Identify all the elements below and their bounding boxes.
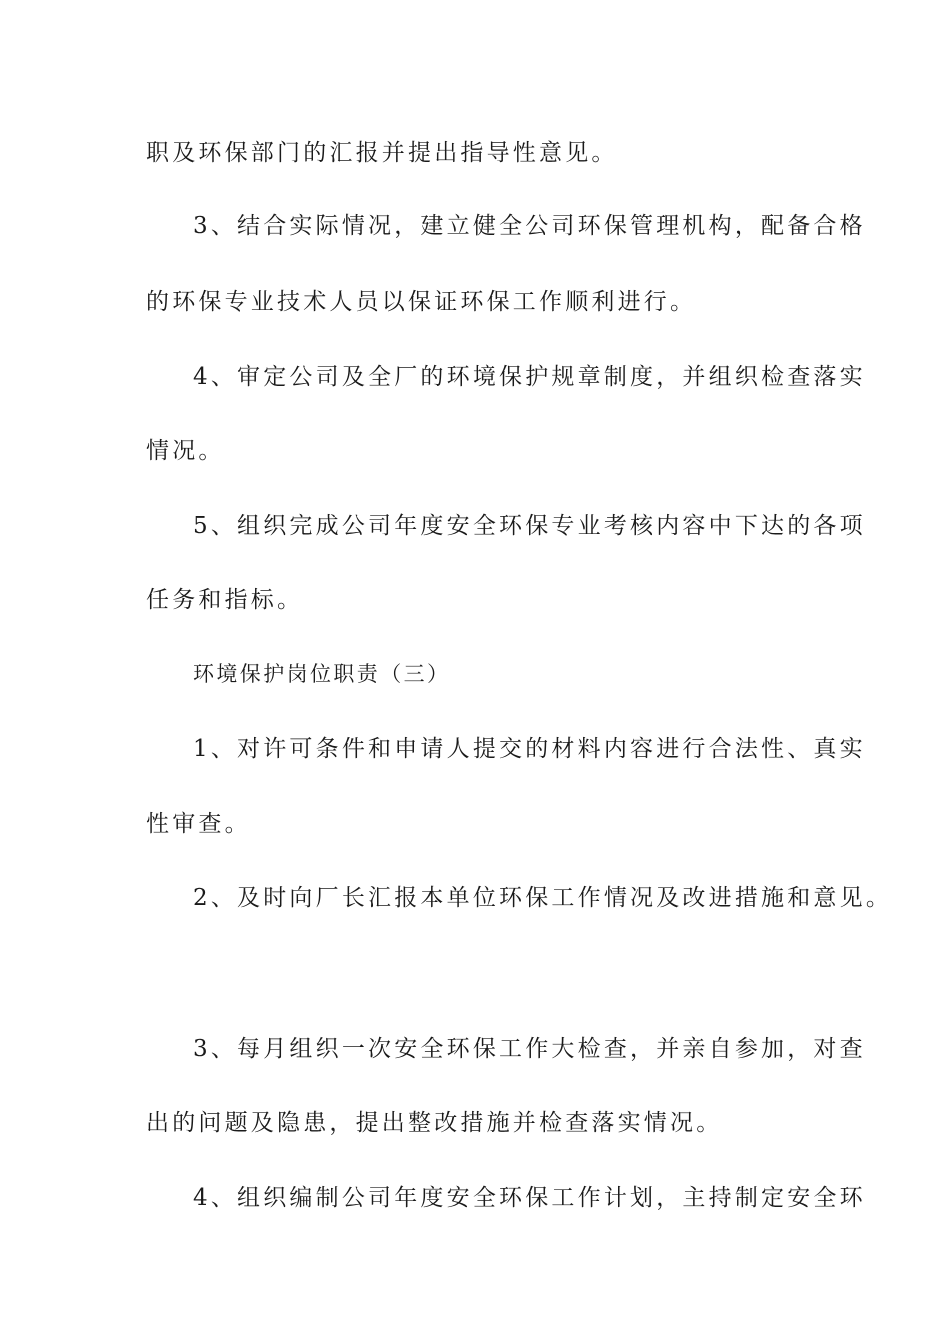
paragraph-line: 任务和指标。 bbox=[146, 587, 304, 613]
section-heading: 环境保护岗位职责（三） bbox=[193, 662, 451, 686]
paragraph-line: 性审查。 bbox=[146, 811, 251, 837]
paragraph-line: 情况。 bbox=[146, 438, 225, 464]
paragraph-line: 3、每月组织一次安全环保工作大检查，并亲自参加，对查 bbox=[193, 1036, 866, 1062]
paragraph-line: 的环保专业技术人员以保证环保工作顺利进行。 bbox=[146, 289, 697, 315]
paragraph-line: 1、对许可条件和申请人提交的材料内容进行合法性、真实 bbox=[193, 736, 866, 762]
paragraph-line: 5、组织完成公司年度安全环保专业考核内容中下达的各项 bbox=[193, 513, 866, 539]
paragraph-line: 4、组织编制公司年度安全环保工作计划，主持制定安全环 bbox=[193, 1185, 866, 1211]
paragraph-line: 职及环保部门的汇报并提出指导性意见。 bbox=[146, 140, 618, 166]
paragraph-line: 2、及时向厂长汇报本单位环保工作情况及改进措施和意见。 bbox=[193, 885, 893, 911]
paragraph-line: 出的问题及隐患，提出整改措施并检查落实情况。 bbox=[146, 1110, 723, 1136]
paragraph-line: 3、结合实际情况，建立健全公司环保管理机构，配备合格 bbox=[193, 213, 866, 239]
paragraph-line: 4、审定公司及全厂的环境保护规章制度，并组织检查落实 bbox=[193, 364, 866, 390]
